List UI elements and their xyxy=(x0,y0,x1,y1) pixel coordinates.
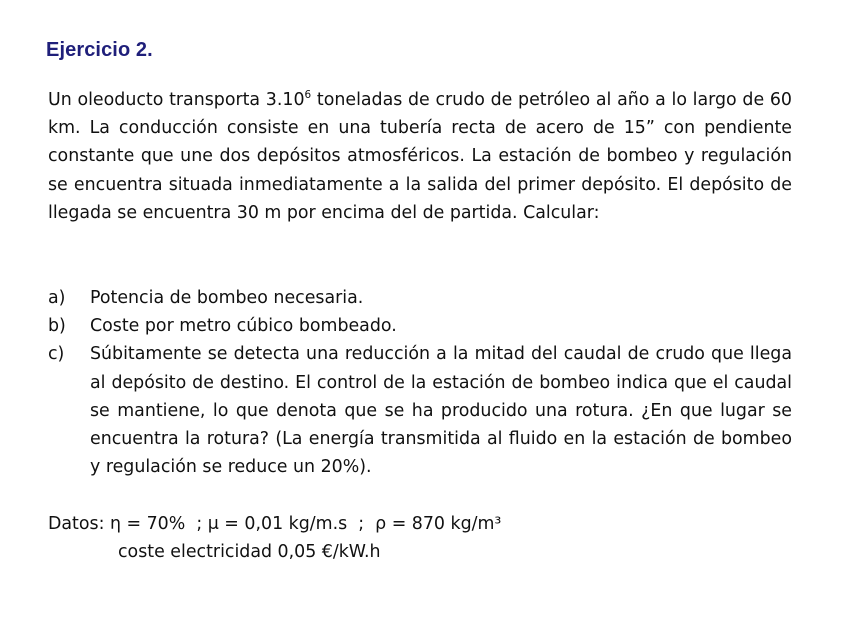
statement-paragraph xyxy=(48,86,792,227)
question-text: Coste por metro cúbico bombeado. xyxy=(90,316,397,337)
statement-exponent: 6 xyxy=(304,89,312,102)
question-text: Potencia de bombeo necesaria. xyxy=(90,288,364,308)
question-marker: c) xyxy=(48,344,65,365)
data-values: η = 70% ; μ = 0,01 kg/m.s ; ρ = 870 kg/m³ xyxy=(109,514,502,534)
exercise-title: Ejercicio 2. xyxy=(46,39,153,61)
electricity-cost: coste electricidad 0,05 €/kW.h xyxy=(118,542,381,562)
problem-statement xyxy=(48,86,792,227)
question-item-c xyxy=(48,340,792,481)
question-list xyxy=(48,284,792,481)
question-text: Súbitamente se detecta una reducción a la mitad del caudal de crudo que llega al depósito de destino. El control de la estación de bombeo indica que el caudal se mantiene, lo que denota que se ha producido una rotura. ¿En que lugar se encuentra la rotura? (La energía transmitida al fluido en la estación de bombeo y regulación se reduce un 20%). xyxy=(90,344,792,478)
statement-part1: Un oleoducto transporta 3.10 xyxy=(48,90,305,110)
question-item-b xyxy=(48,312,792,340)
data-label: Datos: xyxy=(48,514,110,534)
data-line xyxy=(48,510,501,538)
question-item-a xyxy=(48,284,792,312)
question-marker: b) xyxy=(48,316,66,337)
statement-part2: toneladas de crudo de petróleo al año a lo largo de 60 km. La conducción consiste en una tubería recta de acero de 15” con pendiente constante que une dos depósitos atmosféricos. La estación de bombeo y regulación se encuentra situada inmediatamente a la salida del primer depósito. El depósito de llegada se encuentra 30 m por encima del de partida. Calcular: xyxy=(48,90,792,223)
question-marker: a) xyxy=(48,288,66,308)
